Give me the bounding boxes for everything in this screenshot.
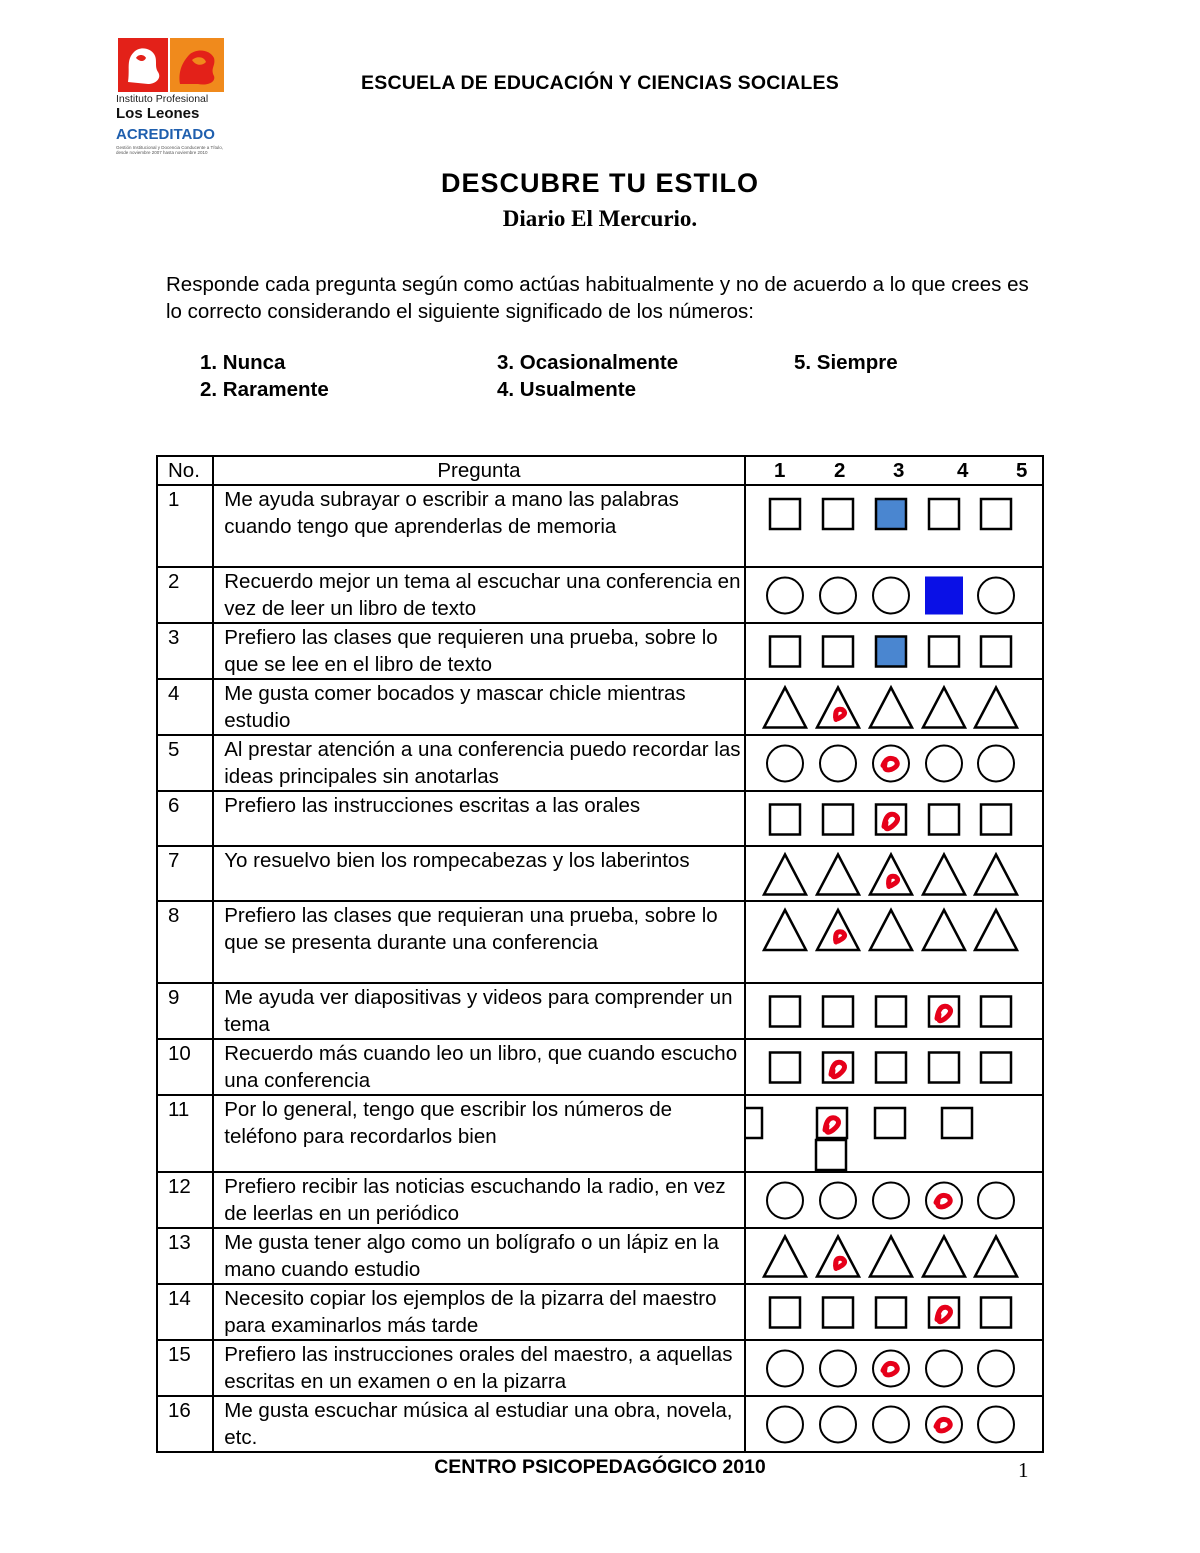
row-number: 3 (157, 623, 213, 679)
row-number: 11 (157, 1095, 213, 1172)
row-question: Prefiero las clases que requieren una prueba, sobre lo que se lee en el libro de texto (213, 623, 744, 679)
row-options (745, 791, 1043, 846)
row-question: Por lo general, tengo que escribir los números de teléfono para recordarlos bien (213, 1095, 744, 1172)
row-question: Prefiero recibir las noticias escuchando la radio, en vez de leerlas en un periódico (213, 1172, 744, 1228)
row-number: 6 (157, 791, 213, 846)
option-3-triangle[interactable] (870, 1237, 912, 1277)
row-number: 2 (157, 567, 213, 623)
row-options (745, 983, 1043, 1039)
table-row (157, 901, 1043, 983)
row-question: Prefiero las clases que requieran una prueba, sobre lo que se presenta durante una conferencia (213, 901, 744, 983)
table-row (157, 485, 1043, 567)
row-options (745, 1172, 1043, 1228)
row-options (745, 1340, 1043, 1396)
option-5-square[interactable] (981, 499, 1011, 529)
column-header-no: No. (157, 456, 213, 485)
option-marks (746, 624, 1043, 679)
row-options (745, 623, 1043, 679)
row-options (745, 1228, 1043, 1284)
option-4-circle[interactable] (926, 1407, 962, 1443)
table-row (157, 791, 1043, 846)
option-1-circle[interactable] (767, 1407, 803, 1443)
row-number: 7 (157, 846, 213, 901)
option-3-square[interactable] (876, 499, 906, 529)
row-options (745, 567, 1043, 623)
scale-item-3: 3. Ocasionalmente (497, 351, 679, 374)
option-3-circle[interactable] (873, 1407, 909, 1443)
option-4-square[interactable] (929, 997, 959, 1027)
option-marks (746, 568, 1043, 623)
row-question: Recuerdo más cuando leo un libro, que cuando escucho una conferencia (213, 1039, 744, 1095)
option-4-square[interactable] (929, 1053, 959, 1083)
option-5-triangle[interactable] (975, 855, 1017, 895)
table-row (157, 1340, 1043, 1396)
option-2-circle[interactable] (820, 1407, 856, 1443)
option-3-circle[interactable] (873, 1351, 909, 1387)
row-options (745, 735, 1043, 791)
survey-table (156, 455, 1044, 1453)
row-options (745, 679, 1043, 735)
table-row (157, 846, 1043, 901)
option-2-circle[interactable] (820, 578, 856, 614)
option-2-square[interactable] (823, 499, 853, 529)
option-1-square[interactable] (770, 1053, 800, 1083)
option-2-square[interactable] (823, 637, 853, 667)
logo-line-accreditation-note: Gestión Institucional y Docencia Conducente a Título, desde noviembre 2007 hasta noviembre 2010 (116, 145, 223, 155)
option-5-triangle[interactable] (975, 910, 1017, 950)
row-options (745, 1095, 1043, 1172)
option-2-triangle[interactable] (817, 688, 859, 728)
row-number: 16 (157, 1396, 213, 1452)
row-question: Me gusta escuchar música al estudiar una obra, novela, etc. (213, 1396, 744, 1452)
row-number: 9 (157, 983, 213, 1039)
option-5-square[interactable] (816, 1140, 846, 1170)
option-marks (746, 486, 1043, 568)
row-number: 14 (157, 1284, 213, 1340)
option-marks (746, 1341, 1043, 1396)
option-5-circle[interactable] (978, 746, 1014, 782)
option-marks (746, 847, 1043, 902)
option-1-circle[interactable] (767, 746, 803, 782)
option-5-square[interactable] (981, 1298, 1011, 1328)
option-marks (746, 792, 1043, 847)
scale-item-5: 5. Siempre (794, 351, 898, 374)
option-5-triangle[interactable] (975, 688, 1017, 728)
row-number: 5 (157, 735, 213, 791)
column-header-question: Pregunta (213, 456, 744, 485)
option-3-square[interactable] (876, 1298, 906, 1328)
footer-center: CENTRO PSICOPEDAGÓGICO 2010 (434, 1456, 766, 1478)
option-3-square[interactable] (876, 805, 906, 835)
option-4-triangle[interactable] (923, 1237, 965, 1277)
option-1-circle[interactable] (767, 1351, 803, 1387)
option-2-triangle[interactable] (817, 855, 859, 895)
option-4-circle[interactable] (926, 746, 962, 782)
option-header-4: 4 (956, 459, 969, 482)
option-1-square[interactable] (746, 1108, 762, 1138)
row-question: Yo resuelvo bien los rompecabezas y los laberintos (213, 846, 744, 901)
table-row (157, 623, 1043, 679)
scale-item-2: 2. Raramente (200, 378, 329, 401)
option-1-square[interactable] (770, 805, 800, 835)
row-question: Necesito copiar los ejemplos de la pizarra del maestro para examinarlos más tarde (213, 1284, 744, 1340)
logo-line-accredited: ACREDITADO (116, 126, 215, 143)
option-3-square[interactable] (875, 1108, 905, 1138)
logo-line-institute: Instituto Profesional (116, 93, 209, 105)
option-1-square[interactable] (770, 499, 800, 529)
option-4-square[interactable] (942, 1108, 972, 1138)
option-3-triangle[interactable] (870, 688, 912, 728)
option-4-circle[interactable] (926, 1183, 962, 1219)
option-1-circle[interactable] (767, 578, 803, 614)
option-4-square[interactable] (929, 805, 959, 835)
option-marks (746, 1096, 1043, 1173)
option-3-circle[interactable] (873, 578, 909, 614)
option-4-triangle[interactable] (923, 688, 965, 728)
option-5-circle[interactable] (978, 1351, 1014, 1387)
option-2-square[interactable] (817, 1108, 847, 1138)
row-options (745, 1284, 1043, 1340)
scale-item-1: 1. Nunca (200, 351, 286, 374)
option-1-triangle[interactable] (764, 910, 806, 950)
option-header-5: 5 (1015, 459, 1028, 482)
option-3-triangle[interactable] (870, 855, 912, 895)
row-question: Prefiero las instrucciones escritas a las orales (213, 791, 744, 846)
option-4-triangle[interactable] (923, 855, 965, 895)
option-4-circle[interactable] (926, 1351, 962, 1387)
option-5-circle[interactable] (978, 1407, 1014, 1443)
option-header-2: 2 (833, 459, 846, 482)
logo-line-name: Los Leones (116, 105, 200, 122)
option-header-1: 1 (773, 459, 786, 482)
table-row (157, 679, 1043, 735)
option-2-square[interactable] (823, 997, 853, 1027)
row-question: Me ayuda subrayar o escribir a mano las palabras cuando tengo que aprenderlas de memoria (213, 485, 744, 567)
option-5-circle[interactable] (978, 1183, 1014, 1219)
column-header-options (745, 456, 1043, 485)
table-row (157, 1228, 1043, 1284)
institution-logo (116, 36, 228, 160)
row-number: 8 (157, 901, 213, 983)
option-marks (746, 736, 1043, 791)
page-title: DESCUBRE TU ESTILO (440, 168, 760, 198)
table-header-row (157, 456, 1043, 485)
option-marks (746, 1397, 1043, 1452)
row-options (745, 901, 1043, 983)
option-5-square[interactable] (981, 805, 1011, 835)
option-2-circle[interactable] (820, 746, 856, 782)
option-marks (746, 680, 1043, 735)
option-1-square[interactable] (770, 637, 800, 667)
table-row (157, 983, 1043, 1039)
option-2-circle[interactable] (820, 1183, 856, 1219)
option-marks (746, 1173, 1043, 1228)
option-header-3: 3 (892, 459, 905, 482)
row-question: Prefiero las instrucciones orales del maestro, a aquellas escritas en un examen o en la pizarra (213, 1340, 744, 1396)
option-5-square[interactable] (981, 1053, 1011, 1083)
option-3-circle[interactable] (873, 746, 909, 782)
page-subtitle: Diario El Mercurio. (502, 206, 698, 231)
school-header: ESCUELA DE EDUCACIÓN Y CIENCIAS SOCIALES (361, 72, 839, 94)
option-3-square[interactable] (876, 637, 906, 667)
row-question: Al prestar atención a una conferencia puedo recordar las ideas principales sin anotarlas (213, 735, 744, 791)
option-3-square[interactable] (876, 1053, 906, 1083)
option-marks (746, 1285, 1043, 1340)
row-number: 13 (157, 1228, 213, 1284)
option-3-triangle[interactable] (870, 910, 912, 950)
option-3-circle[interactable] (873, 1183, 909, 1219)
option-4-triangle[interactable] (923, 910, 965, 950)
option-5-square[interactable] (981, 637, 1011, 667)
row-question: Me ayuda ver diapositivas y videos para comprender un tema (213, 983, 744, 1039)
table-row (157, 567, 1043, 623)
option-4-circle[interactable] (925, 577, 963, 615)
option-4-square[interactable] (929, 499, 959, 529)
row-number: 12 (157, 1172, 213, 1228)
row-question: Recuerdo mejor un tema al escuchar una conferencia en vez de leer un libro de texto (213, 567, 744, 623)
option-2-square[interactable] (823, 805, 853, 835)
option-2-square[interactable] (823, 1053, 853, 1083)
row-question: Me gusta comer bocados y mascar chicle mientras estudio (213, 679, 744, 735)
option-5-circle[interactable] (978, 578, 1014, 614)
table-row (157, 1172, 1043, 1228)
row-options (745, 1396, 1043, 1452)
option-3-square[interactable] (876, 997, 906, 1027)
option-1-square[interactable] (770, 1298, 800, 1328)
row-options (745, 846, 1043, 901)
table-row (157, 735, 1043, 791)
row-options (745, 485, 1043, 567)
option-marks (746, 984, 1043, 1039)
option-2-triangle[interactable] (817, 1237, 859, 1277)
option-marks (746, 1040, 1043, 1095)
option-4-square[interactable] (929, 637, 959, 667)
row-question: Me gusta tener algo como un bolígrafo o un lápiz en la mano cuando estudio (213, 1228, 744, 1284)
table-row (157, 1095, 1043, 1172)
scale-item-4: 4. Usualmente (497, 378, 636, 401)
table-row (157, 1284, 1043, 1340)
row-options (745, 1039, 1043, 1095)
row-number: 10 (157, 1039, 213, 1095)
option-1-triangle[interactable] (764, 855, 806, 895)
option-2-square[interactable] (823, 1298, 853, 1328)
option-5-triangle[interactable] (975, 1237, 1017, 1277)
instructions-text: Responde cada pregunta según como actúas habitualmente y no de acuerdo a lo que crees es lo correcto considerando el siguiente significado de los números: (166, 273, 1029, 323)
option-marks (746, 902, 1043, 984)
page-number: 1 (1018, 1458, 1029, 1482)
option-1-triangle[interactable] (764, 688, 806, 728)
table-row (157, 1039, 1043, 1095)
option-4-square[interactable] (929, 1298, 959, 1328)
option-5-square[interactable] (981, 997, 1011, 1027)
option-1-circle[interactable] (767, 1183, 803, 1219)
table-row (157, 1396, 1043, 1452)
option-marks (746, 1229, 1043, 1284)
option-1-triangle[interactable] (764, 1237, 806, 1277)
row-number: 1 (157, 485, 213, 567)
row-number: 4 (157, 679, 213, 735)
option-1-square[interactable] (770, 997, 800, 1027)
option-2-triangle[interactable] (817, 910, 859, 950)
row-number: 15 (157, 1340, 213, 1396)
option-2-circle[interactable] (820, 1351, 856, 1387)
